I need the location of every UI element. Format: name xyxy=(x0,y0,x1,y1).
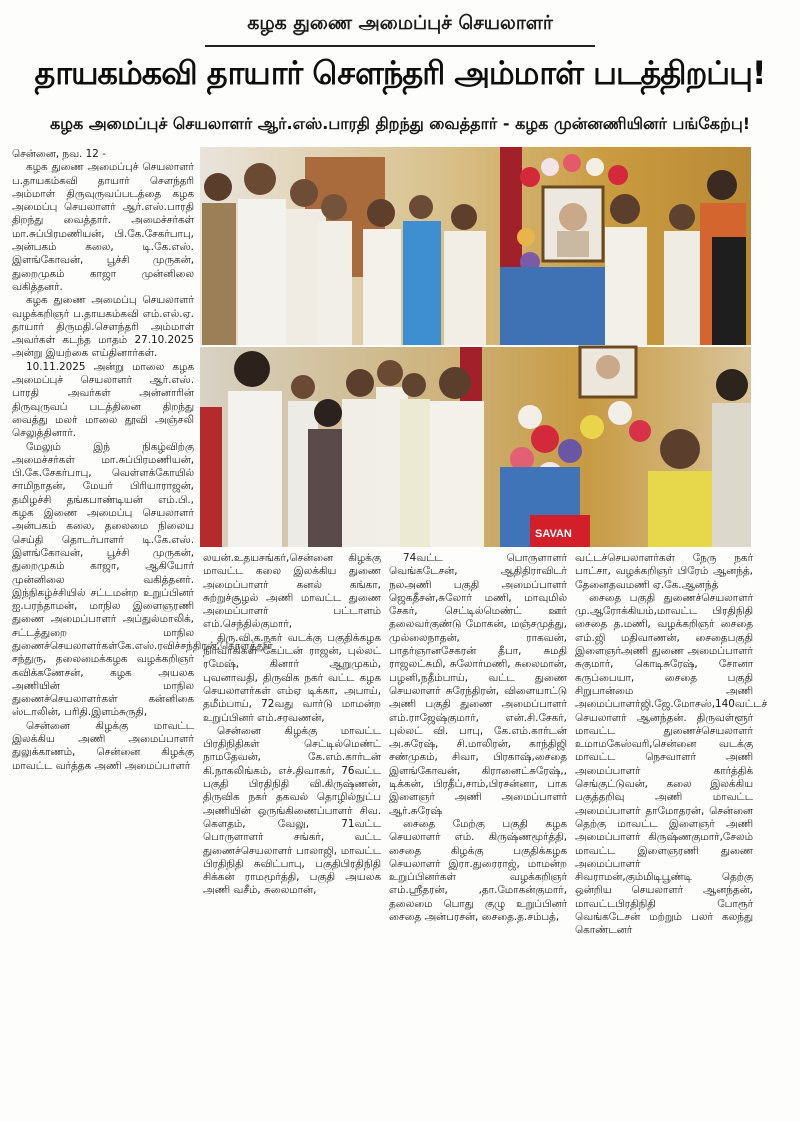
paragraph: திரு.வி.க.நகர் வடக்கு பகுதிக்கழக நிர்வாகிகள் கேப்டன் ராஜன், புல்லட் ரமேஷ், கினார் ஆறுமுகம், புவனாவதி, திருவிக நகர் வட்ட கழக செயலாளர்கள் எம்ஏ டிக்கா, அபாய், தமீம்பாய், 72வது வார்டு மாமன்ற உறுப்பினர் எம்.சரவணன், xyxy=(203,631,381,724)
paragraph: கழக துணை அமைப்பு செயலாளர் வழக்கறிஞர் ப.தாயகம்கவி எம்.எல்.ஏ. தாயார் திருமதி.சௌந்தரி அம்மாள் அவர்கள் கடந்த மாதம் 27.10.2025 அன்று இயற்கை எய்தினார்கள். xyxy=(12,294,194,360)
paragraph: வட்டச்செயலாளர்கள் நேரு நகர் பாட்சா, வழக்கறிஞர் பிரேம் ஆனந்த், தேனைதவமணி ஏ.கே.ஆனந்த் xyxy=(575,552,753,591)
headline: தாயகம்கவி தாயார் சௌந்தரி அம்மாள் படத்திறப்பு! xyxy=(34,54,766,92)
paragraph: கழக துணை அமைப்புச் செயலாளர் ப.தாயகம்கவி தாயார் சௌந்தரி அம்மாள் திருவுருவப்படத்தை கழக அமைப்பு செயலாளர் ஆர்.எஸ்.பாரதி திறந்து வைத்தார். அமைச்சர்கள் மா.சுப்பிரமணியன், பி.கே.சேகர்பாபு, அன்பகம் கலை, டி.கே.எஸ். இளங்கோவன், பூச்சி முருகன், துறைமுகம் காஜா முன்னிலை வகித்தனர். xyxy=(12,161,194,293)
photo-illustration xyxy=(200,147,751,345)
article-column-2 xyxy=(203,552,381,1112)
event-photo-portrait-garland xyxy=(200,147,751,345)
article-column-1 xyxy=(12,148,273,1114)
paragraph: சைதை மேற்கு பகுதி கழக செயலாளர் எம். கிருஷ்ணமூர்த்தி, சைதை கிழக்கு பகுதிக்கழக செயலாளர் இரா.துரைராஜ், மாமன்ற உறுப்பினர்கள் வழக்கறிஞர் எம்.ஸ்ரீதரன், ,தா.மோகன்குமார், தலைமை பொது குழு உறுப்பினர் சைதை அன்பரசன், சைதை.த.சம்பத், xyxy=(389,817,567,924)
photo-illustration xyxy=(200,347,751,547)
paragraph: 74வட்ட பொருளாளர் வெங்கடேசன், ஆதிதிராவிடர் நலஅணி பகுதி அமைப்பாளர் ஜெகதீசன்,சுலோர் மணி, மாவுமில் சேகர், செட்டில்மெண்ட் ஊர் தலைவர்குண்டு மோகன், மஞ்சமுத்து, முல்லைநாதன், ராகவன், பாதர்ஞானசேகரன் தீபா, சுமதி ராஜலட்சுமி, சுலோர்மணி, சுலைமான், பழனி,நதீம்பாய், வட்ட துணை செயலாளர் சுரேந்திரன், விளையாட்டு அணி பகுதி துணை அமைப்பாளர் எம்.ராஜேஷ்குமார், என்.சி.சேகர், புல்லட் வி. பாபு, கே.எம்.கார்டன் அ.சுரேஷ், சி.மாலிரன், காந்திஜி சண்முகம், சிவா, பிரகாஷ்,சைதை இளங்கோவன், கிரானைட்சுரேஷ்,, டிக்கன், பிரதீப்,சாம்,பிரசன்னா, பாக இளைஞர் அணி அமைப்பாளர் ஆர்.சுரேஷ் xyxy=(389,552,567,817)
paragraph: சைதை பகுதி துணைச்செயலாளர் மு.ஆரோக்கியம்,மாவட்ட பிரதிநிதி சைதை த.மணி, வழக்கறிஞர் சைதை எம்.ஜி மதிவாணன், சைதைபகுதி இளைஞர்அணி துணை அமைப்பாளர் சுகுமார், கொடிசுரேஷ், சோனா கருப்பையா, சைதை பகுதி சிறுபான்மை அணி அமைப்பாளர்ஜி.ஜே.மோசஸ்,140வட்டச் செயலாளர் ஆனந்தன். திருவள்ளூர் மாவட்ட துணைச்செயலாளர் உமாமகேஸ்வரி,சென்னை வடக்கு மாவட்ட நெசவாளர் அணி அமைப்பாளர் கார்த்திக் செங்குட்டுவன், கலை இலக்கிய பகுத்தறிவு அணி மாவட்ட அமைப்பாளர் தாமோதரன், சென்னை தெற்கு மாவட்ட இளைஞர் அணி அமைப்பாளர் கிருஷ்ணகுமார்,சேலம் மாவட்ட இளைஞரணி துணை அமைப்பாளர் சிவராமன்,கும்மிடிபூண்டி தெற்கு ஒன்றிய செயலாளர் ஆனந்தன், மாவட்டபிரதிநிதி போரூர் வெங்கடேசன் மற்றும் பலர் கலந்து கொண்டனர் xyxy=(575,591,768,937)
kicker: கழக துணை அமைப்புச் செயலாளர் xyxy=(247,12,553,34)
subhead: கழக அமைப்புச் செயலாளர் ஆர்.எஸ்.பாரதி திறந்து வைத்தார் - கழக முன்னணியினர் பங்கேற்பு! xyxy=(49,114,751,133)
paragraph: லயன்.உதயசங்கர்,சென்னை கிழக்கு மாவட்ட கலை இலக்கிய துணை அமைப்பாளர் கனல் கங்கா, சுற்றுச்சூழல் அணி மாவட்ட துணை அமைப்பாளர் பட்டாளம் எம்.செந்தில்குமார், xyxy=(203,552,381,631)
paragraph: 10.11.2025 அன்று மாலை கழக அமைப்புச் செயலாளர் ஆர்.எஸ். பாரதி அவர்கள் அன்னாரின் திருவுருவப் படத்தினை திறந்து வைத்து மலர் மாலை தூவி அஞ்சலி செலுத்தினார். xyxy=(12,360,194,440)
kicker-rule xyxy=(205,45,595,47)
article-column-4 xyxy=(575,552,768,1112)
banner-text: SAVAN xyxy=(535,528,572,540)
event-photo-attendees xyxy=(200,347,751,547)
paragraph: மேலும் இந் நிகழ்விற்கு அமைச்சர்கள் மா.சுப்பிரமணியன், பி.கே.சேகர்பாபு, வெள்ளக்கோயில் சாமிநாதன், மேயர் பிரியாராஜன், தமிழச்சி தங்கபாண்டியன் எம்.பி., கழக இணை அமைப்பு செயலாளர் அன்பகம் கலை, தலைமை நிலைய செய்தி தொடர்பாளர் டி.கே.எஸ். இளங்கோவன், பூச்சி முருகன், துறைமுகம் காஜா, ஆகியோர் முன்னிலை வகித்தனர். இந்நிகழ்ச்சியில் சட்டமன்ற உறுப்பினர் ஐ.பரந்தாமன், மாநில இளைஞரணி துணை அமைப்பாளர் அப்துல்மாலிக், சட்டத்துறை மாநில துணைச்செயலாளர்கள்கே.எஸ்.ரவிச்சந்திரன்,கொளத்தூர் சந்துரு, தலைமைக்கழக வழக்கறிஞர் கவிக்கணேசன், கழக அயலக அணியின் மாநில துணைச்செயலாளர்கள் கன்னிகை ஸ்டாலின், பரிதி.இளம்சுருதி, xyxy=(12,440,273,719)
dateline: சென்னை, நவ. 12 - xyxy=(12,148,106,160)
article-column-3 xyxy=(389,552,567,1112)
paragraph: சென்னை கிழக்கு மாவட்ட இலக்கிய அணி அமைப்பாளர் துலுக்காணம், சென்னை கிழக்கு மாவட்ட வர்த்தக அணி அமைப்பாளர் xyxy=(12,719,194,772)
paragraph: சென்னை கிழக்கு மாவட்ட பிரதிநிதிகள் செட்டில்மெண்ட் நாமதேவன், கே.எம்.கார்டன் கி.நாகலிங்கம், எச்.திவாகர், 76வட்ட பகுதி பிரதிநிதி வி.கிருஷ்ணன், திருவிக நகர் தகவல் தொழில்நுட்ப அணியின் ஒருங்கிணைப்பாளர் சிவ. கௌதம், வேலு, 71வட்ட பொருளாளர் சங்கர், வட்ட துணைச்செயலாளர் பாலாஜி, மாவட்ட பிரதிநிதி சுவிட்பாபு, பகுதிபிரதிநிதி சிக்கன் ராமமூர்த்தி, பகுதி அயலக அணி வசீம், சுலைமான், xyxy=(203,724,381,897)
